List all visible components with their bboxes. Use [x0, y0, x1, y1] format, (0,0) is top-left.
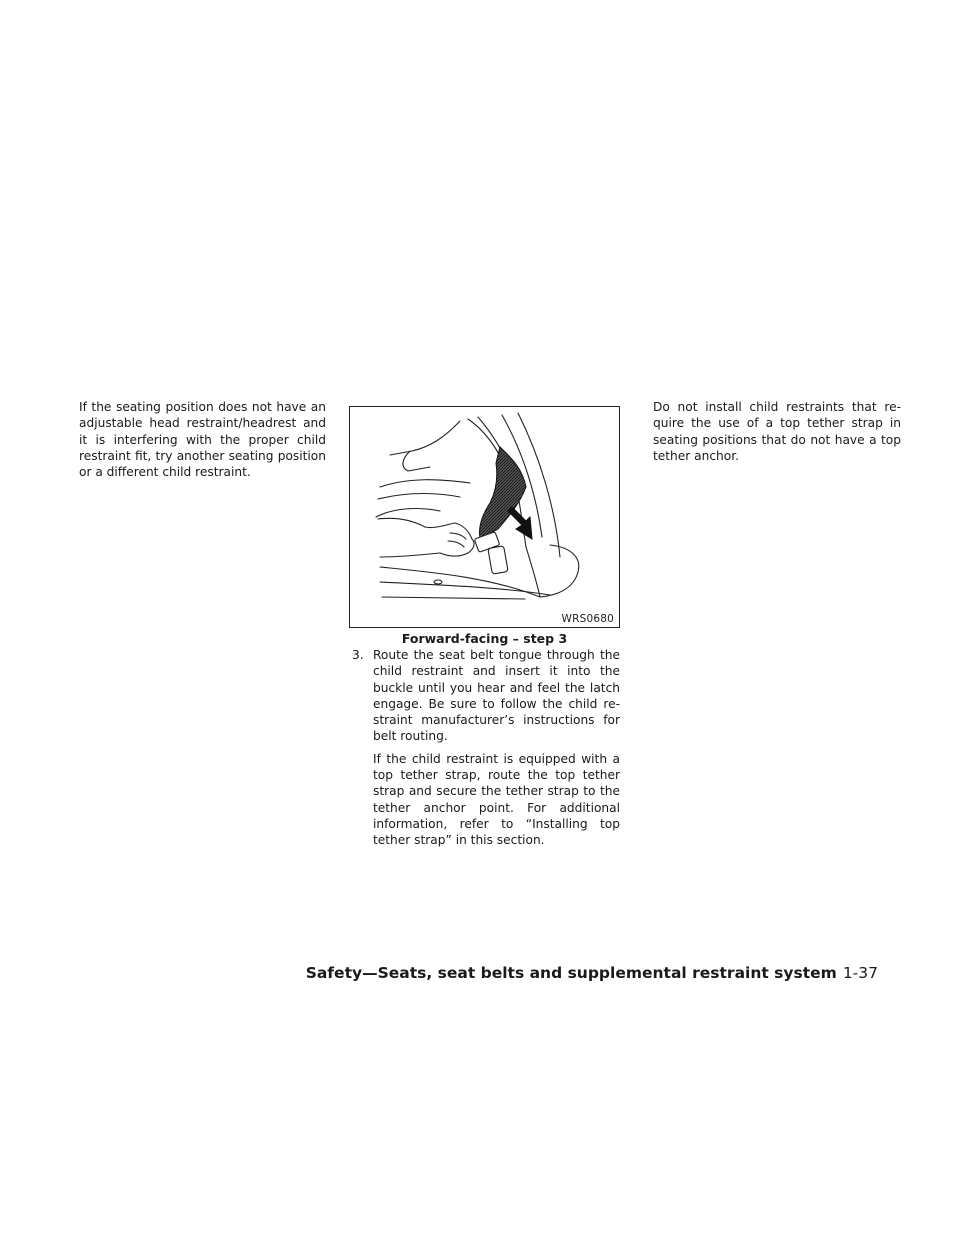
step-instruction: Route the seat belt tongue through the child restraint and insert it into the buckle until you hear and feel the latch engage. Be sure to follow the child restraint manufacturer’s instructions for belt routing.	[373, 648, 620, 744]
left-column	[79, 399, 326, 480]
figure-code: WRS0680	[561, 613, 614, 625]
step-3	[352, 647, 620, 849]
figure-caption: Forward-facing – step 3	[401, 631, 568, 646]
forward-facing-step3-illustration	[349, 406, 620, 628]
page-footer	[306, 963, 878, 983]
headrest-paragraph: If the seating position does not have an adjustable head restraint/headrest and it is interfering with the proper child restraint fit, try another seating position or a different child restraint.	[79, 400, 326, 480]
right-column	[653, 399, 901, 464]
tether-warning-paragraph: Do not install child restraints that require the use of a top tether strap in seating positions that do not have a top tether anchor.	[653, 400, 901, 463]
step-number: 3.	[352, 648, 364, 662]
page-number: 1-37	[842, 964, 878, 982]
step-tether-note: If the child restraint is equipped with a top tether strap, route the top tether strap and secure the tether strap to the tether anchor point. For additional information, refer to “Installing top tether strap” in this section.	[373, 751, 620, 848]
section-title: Safety—Seats, seat belts and supplemental restraint system	[305, 964, 837, 982]
seat-belt-buckle-drawing	[350, 407, 619, 627]
